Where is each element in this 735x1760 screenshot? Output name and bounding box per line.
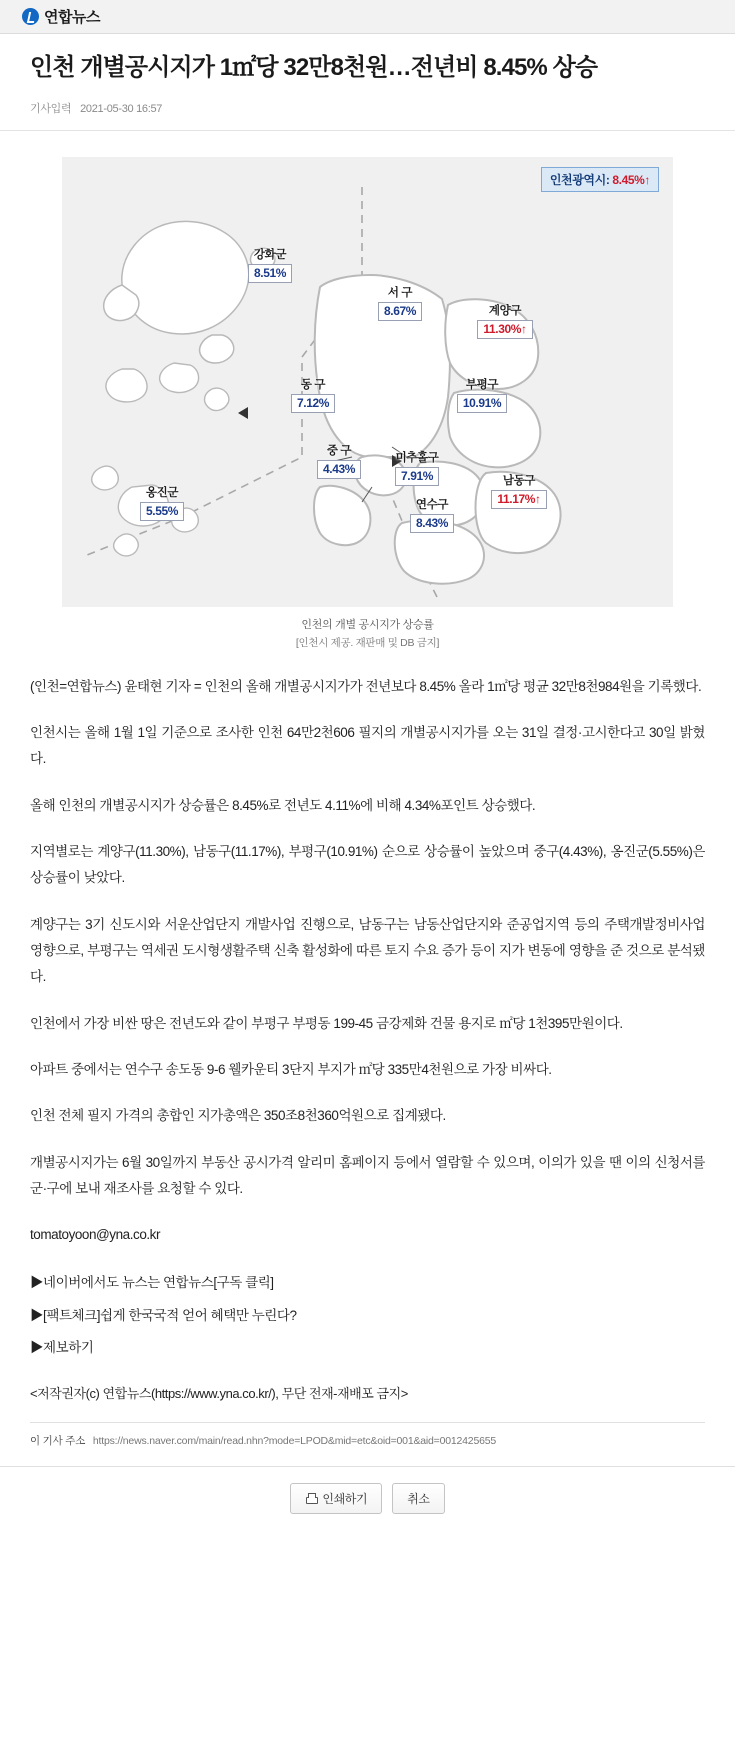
- region-value: 8.67%: [378, 302, 422, 321]
- region-label-jung: [300, 445, 378, 479]
- region-label-bupyeong: [442, 379, 522, 413]
- map-figure: [0, 157, 735, 651]
- bottom-spacer: [0, 1538, 735, 1556]
- figure-caption-text: 인천의 개별 공시지가 상승률: [301, 619, 434, 632]
- paragraph: 아파트 중에서는 연수구 송도동 9-6 웰카운티 3단지 부지가 ㎡당 335만4천원으로 가장 비싸다.: [30, 1061, 552, 1077]
- region-label-yeonsu: [392, 499, 472, 533]
- promo-links: [30, 1270, 705, 1361]
- byline: [30, 100, 705, 130]
- region-value: 10.91%: [457, 394, 507, 413]
- source-divider: [30, 1422, 705, 1423]
- region-name: 강화군: [253, 249, 287, 262]
- region-value: 11.30%↑: [477, 320, 532, 339]
- region-name: 중 구: [326, 445, 352, 458]
- paragraph: (인천=연합뉴스) 윤태현 기자 = 인천의 올해 개별공시지가가 전년보다 8.45% 올라 1㎡당 평균 32만8천984원을 기록했다.: [30, 678, 702, 694]
- reporter-email: tomatoyoon@yna.co.kr: [30, 1227, 161, 1243]
- cancel-button[interactable]: [392, 1483, 444, 1514]
- site-logo-text: 연합뉴스: [44, 9, 100, 26]
- source-label: 이 기사 주소: [30, 1435, 86, 1448]
- map-graphic: [62, 157, 673, 607]
- total-badge-arrow: ↑: [644, 173, 650, 188]
- region-name: 서 구: [387, 287, 413, 300]
- region-label-seo: [360, 287, 440, 321]
- region-name: 계양구: [488, 305, 522, 318]
- print-button-label: 인쇄하기: [322, 1492, 368, 1507]
- paragraph: 계양구는 3기 신도시와 서운산업단지 개발사업 진행으로, 남동구는 남동산업단지와 준공업지역 등의 주택개발정비사업 영향으로, 부평구는 역세권 도시형생활주택 신축 활성화에 따른 토지 수요 증가 등이 지가 변동에 영향을 준 것으로 분석됐다.: [30, 916, 705, 985]
- region-name: 동 구: [300, 379, 326, 392]
- footer-actions: [0, 1466, 735, 1538]
- byline-date: 2021-05-30 16:57: [80, 103, 163, 116]
- region-value: 8.43%: [410, 514, 454, 533]
- region-value: 5.55%: [140, 502, 184, 521]
- region-value: 11.17%↑: [491, 490, 546, 509]
- region-value: 7.91%: [395, 467, 439, 486]
- header-divider: [0, 130, 735, 131]
- article-source: [30, 1433, 705, 1466]
- region-label-ganghwa: [230, 249, 310, 283]
- total-badge-label: 인천광역시:: [549, 173, 610, 188]
- paragraph: 지역별로는 계양구(11.30%), 남동구(11.17%), 부평구(10.91%) 순으로 상승률이 높았으며 중구(4.43%), 옹진군(5.55%)은 상승률이 낮았다.: [30, 844, 705, 886]
- region-name: 남동구: [502, 475, 536, 488]
- cancel-button-label: 취소: [407, 1492, 430, 1507]
- paragraph: 올해 인천의 개별공시지가 상승률은 8.45%로 전년도 4.11%에 비해 4.34%포인트 상승했다.: [30, 797, 536, 813]
- promo-link-tip[interactable]: ▶제보하기: [30, 1340, 94, 1356]
- copyright-notice: <저작권자(c) 연합뉴스(https://www.yna.co.kr/), 무단 전재-재배포 금지>: [30, 1386, 408, 1402]
- yonhap-logo-icon: [22, 8, 39, 25]
- incheon-map: [62, 157, 673, 607]
- region-label-namdong: [476, 475, 562, 509]
- region-value: 7.12%: [291, 394, 335, 413]
- region-label-dong: [274, 379, 352, 413]
- region-name: 옹진군: [145, 487, 179, 500]
- region-label-michuhol: [374, 452, 460, 486]
- article-header: [0, 34, 735, 130]
- source-url[interactable]: https://news.naver.com/main/read.nhn?mode=LPOD&mid=etc&oid=001&aid=0012425655: [92, 1435, 497, 1448]
- paragraph: 개별공시지가는 6월 30일까지 부동산 공시가격 알리미 홈페이지 등에서 열람할 수 있으며, 이의가 있을 땐 이의 신청서를 군·구에 보내 재조사를 요청할 수 있다.: [30, 1154, 705, 1196]
- region-name: 미추홀구: [395, 452, 439, 465]
- figure-credit: [인천시 제공. 재판매 및 DB 금지]: [295, 636, 440, 649]
- promo-link-naver[interactable]: ▶네이버에서도 뉴스는 연합뉴스[구독 클릭]: [30, 1275, 274, 1291]
- total-badge-value: 8.45%: [612, 173, 645, 188]
- page-title: 인천 개별공시지가 1㎡당 32만8천원…전년비 8.45% 상승: [30, 54, 598, 81]
- total-badge: [541, 167, 659, 192]
- region-label-ongjin: [122, 487, 202, 521]
- region-name: 연수구: [415, 499, 449, 512]
- article-body: [0, 652, 735, 1467]
- figure-caption: [0, 617, 735, 651]
- byline-label: 기사입력: [30, 103, 72, 116]
- paragraph: 인천에서 가장 비싼 땅은 전년도와 같이 부평구 부평동 199-45 금강제화 건물 용지로 ㎡당 1천395만원이다.: [30, 1015, 623, 1031]
- masthead: [0, 0, 735, 34]
- printer-icon: [305, 1493, 317, 1504]
- region-name: 부평구: [465, 379, 499, 392]
- region-value: 4.43%: [317, 460, 361, 479]
- print-button[interactable]: [290, 1483, 382, 1514]
- paragraph: 인천시는 올해 1월 1일 기준으로 조사한 인천 64만2천606 필지의 개별공시지가를 오는 31일 결정·고시한다고 30일 밝혔다.: [30, 725, 705, 767]
- paragraph: 인천 전체 필지 가격의 총합인 지가총액은 350조8천360억원으로 집계됐다.: [30, 1108, 446, 1124]
- region-value: 8.51%: [248, 264, 292, 283]
- region-label-gyeyang: [462, 305, 548, 339]
- site-logo[interactable]: [22, 6, 100, 27]
- promo-link-factcheck[interactable]: ▶[팩트체크]쉽게 한국국적 얻어 혜택만 누린다?: [30, 1307, 297, 1323]
